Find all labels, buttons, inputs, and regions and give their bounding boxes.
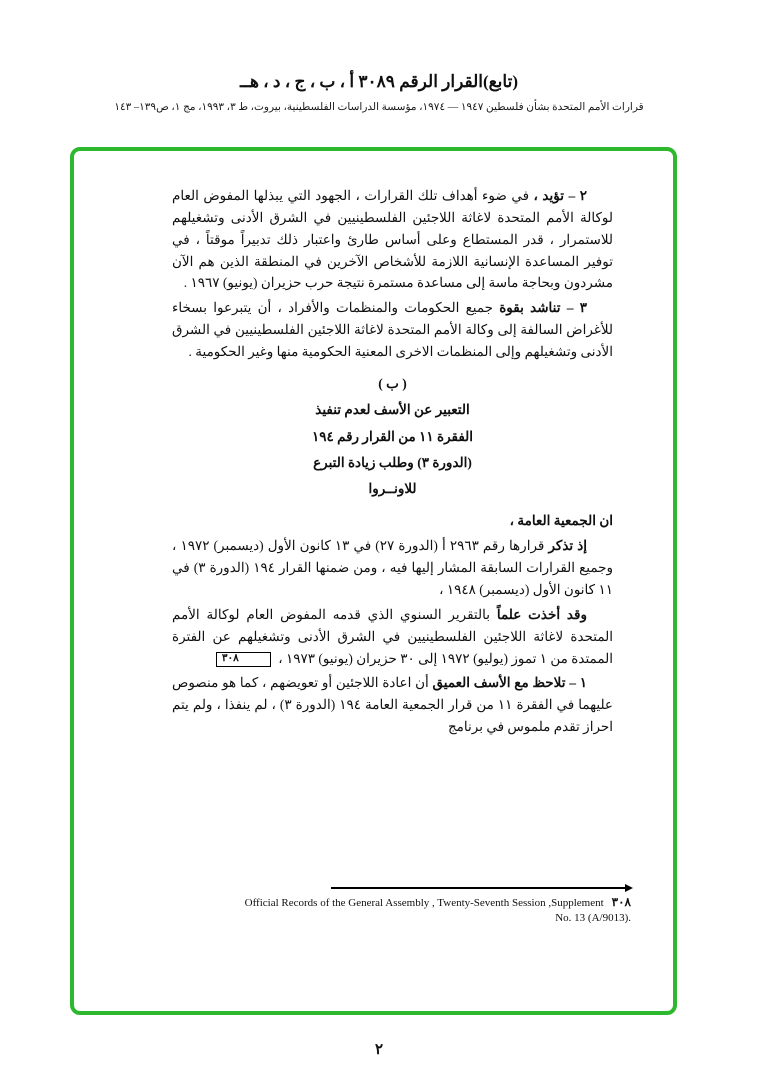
frame-footer — [74, 887, 631, 924]
footnote-marker: ٣٠٨ — [216, 652, 271, 667]
footer-reference-text: Official Records of the General Assembly , Twenty-Seventh Session ,Supplement — [244, 897, 604, 909]
footer-reference-line — [74, 895, 631, 910]
paragraph-3-text: جميع الحكومات والمنظمات والأفراد ، أن يتبرعوا بسخاء للأغراض السالفة إلى وكالة الأمم المتحدة لاغاثة اللاجئين الفلسطينيين في الشرق الأدنى وتشغيلهم وإلى المنظمات الاخرى المعنية الحكومية منها وغير الحكومية . — [172, 300, 613, 360]
footer-page-ref: ٣٠٨ — [611, 895, 631, 909]
section-heading-line-3: (الدورة ٣) وطلب زيادة التبرع — [313, 454, 472, 470]
section-heading-line-2: الفقرة ١١ من القرار رقم ١٩٤ — [311, 428, 474, 444]
document-body — [74, 151, 673, 851]
paragraph-3-lead: ٣ – تناشد بقوة — [499, 300, 587, 316]
operative-1-lead: ١ – تلاحظ مع الأسف العميق — [432, 675, 588, 691]
recital-1-lead: إذ تذكر — [548, 538, 587, 554]
recital-paragraph-1 — [172, 535, 613, 601]
page-header — [0, 72, 758, 113]
recital-2-lead: وقد أخذت علماً — [496, 606, 587, 622]
operative-1-text: أن اعادة اللاجئين أو تعويضهم ، كما هو منصوص عليهما في الفقرة ١١ من قرار الجمعية العامة ١٩٤ (الدورة ٣) ، لم ينفذا ، ولم يتم احراز تقدم ملموس في برنامج — [172, 675, 613, 735]
footer-divider — [331, 887, 631, 889]
document-title: (تابع)القرار الرقم ٣٠٨٩ أ ، ب ، ج ، د ، هــ — [240, 72, 518, 91]
section-heading-line-1: التعبير عن الأسف لعدم تنفيذ — [315, 402, 470, 418]
arrow-icon — [625, 884, 633, 892]
paragraph-2-lead: ٢ – تؤيد ، — [533, 188, 588, 203]
recital-2-text: بالتقرير السنوي الذي قدمه المفوض العام لوكالة الأمم المتحدة لاغاثة اللاجئين الفلسطينيين في الشرق الأدنى وتشغيلهم عن الفترة الممتدة من ١ تموز (يوليو) ١٩٧٢ إلى ٣٠ حزيران (يونيو) ١٩٧٣ ، — [172, 606, 613, 666]
paragraph-2 — [172, 185, 613, 294]
recital-1-text: قرارها رقم ٢٩٦٣ أ (الدورة ٢٧) في ١٣ كانون الأول (ديسمبر) ١٩٧٢ ، وجميع القرارات السابقة المشار إليها فيه ، ومن ضمنها القرار ١٩٤ (الدورة ٣) في ١١ كانون الأول (ديسمبر) ١٩٤٨ ، — [172, 538, 613, 598]
paragraph-3 — [172, 297, 613, 363]
scanned-page-frame — [70, 147, 677, 1015]
operative-paragraph-1 — [172, 672, 613, 738]
page-number: ٢ — [374, 1042, 384, 1058]
footer-document-number: No. 13 (A/9013). — [555, 912, 631, 924]
section-heading-line-4: للاونــروا — [368, 481, 417, 497]
opening-clause: ان الجمعية العامة ، — [509, 513, 613, 529]
section-letter: ( ب ) — [378, 375, 407, 391]
section-heading — [172, 371, 613, 503]
source-citation: قرارات الأمم المتحدة بشأن فلسطين ١٩٤٧ — ١٩٧٤، مؤسسة الدراسات الفلسطينية، بيروت، ط ٣، ١٩٩٣، مج ١، ص١٣٩– ١٤٣ — [114, 102, 644, 113]
paragraph-2-text: في ضوء أهداف تلك القرارات ، الجهود التي يبذلها المفوض العام لوكالة الأمم المتحدة لاغاثة اللاجئين الفلسطينيين في الشرق الأدنى وتشغيلهم للاستمرار ، قدر المستطاع وعلى أساس طارئ واعتبار ذلك تدبيراً موقتاً ، في توفير المساعدة الإنسانية اللازمة للأشخاص الآخرين في المنطقة الذين هم الآن مشردون وبحاجة ماسة إلى مساعدة مستمرة نتيجة حرب حزيران (يونيو) ١٩٦٧ . — [172, 188, 613, 291]
recital-paragraph-2 — [172, 604, 613, 670]
